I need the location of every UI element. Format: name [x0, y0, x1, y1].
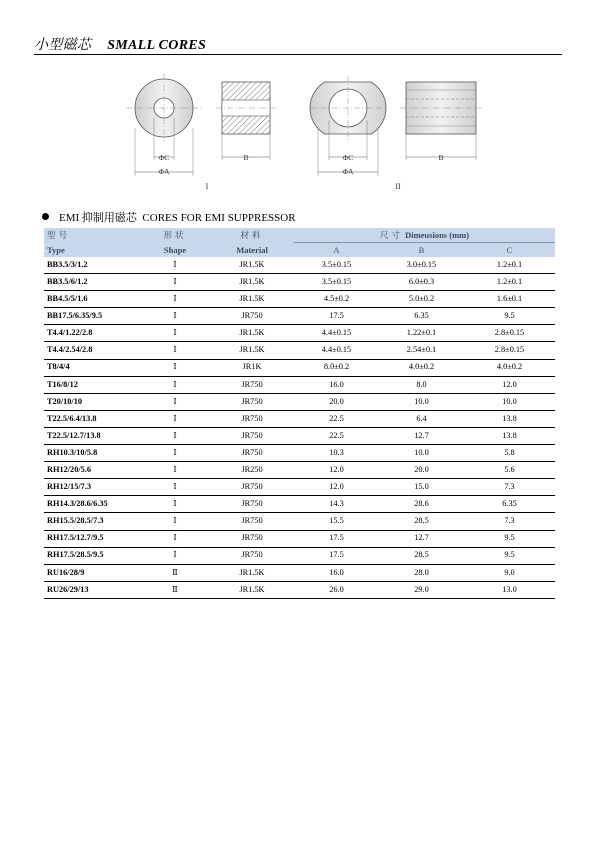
fig2-dim-c: ΦC — [342, 153, 354, 162]
cell-type: BB17.5/6.35/9.5 — [44, 308, 140, 325]
page-title — [34, 34, 562, 54]
emi-cores-table — [44, 228, 555, 599]
header-shape-cn: 形状 — [140, 228, 210, 243]
cell-c: 2.8±0.15 — [464, 342, 555, 359]
cell-shape: Ⅰ — [140, 445, 210, 462]
cell-c: 2.8±0.15 — [464, 325, 555, 342]
header-dimensions-cn: 尺寸 — [379, 229, 403, 240]
cell-c: 9.0 — [464, 564, 555, 581]
cell-type: RH14.3/28.6/6.35 — [44, 496, 140, 513]
cell-type: T4.4/2.54/2.8 — [44, 342, 140, 359]
header-dimensions-en: Dimeusions (mm) — [405, 229, 470, 240]
table-row — [44, 496, 555, 513]
page-title-en: SMALL CORES — [107, 38, 207, 53]
fig2-label: II — [395, 182, 401, 191]
header-rule — [34, 54, 562, 55]
cell-shape: Ⅰ — [140, 274, 210, 291]
table-row — [44, 462, 555, 479]
fig1-side-view — [216, 82, 276, 160]
cell-c: 13.0 — [464, 581, 555, 598]
cell-c: 9.5 — [464, 547, 555, 564]
cell-b: 3.0±0.15 — [379, 257, 464, 274]
cell-a: 8.0±0.2 — [294, 359, 379, 376]
cell-b: 10.0 — [379, 393, 464, 410]
cell-type: T22.5/6.4/13.8 — [44, 410, 140, 427]
cell-shape: Ⅰ — [140, 462, 210, 479]
fig2-dim-a: ΦA — [342, 167, 354, 176]
cell-b: 8.0 — [379, 376, 464, 393]
cell-b: 6.35 — [379, 308, 464, 325]
cell-c: 9.5 — [464, 308, 555, 325]
table-row — [44, 393, 555, 410]
cell-type: RU26/29/13 — [44, 581, 140, 598]
page-title-cn: 小型磁芯 — [34, 38, 92, 53]
table-header-cn-row — [44, 228, 555, 243]
cell-material: JR750 — [210, 410, 294, 427]
table-row — [44, 445, 555, 462]
cell-b: 6.0±0.3 — [379, 274, 464, 291]
cell-c: 12.0 — [464, 376, 555, 393]
fig2-dim-b: B — [438, 153, 444, 162]
cell-shape: Ⅰ — [140, 530, 210, 547]
table-row — [44, 564, 555, 581]
table-row — [44, 547, 555, 564]
cell-b: 6.4 — [379, 410, 464, 427]
cell-material: JR750 — [210, 393, 294, 410]
cell-material: JR1.5K — [210, 564, 294, 581]
cell-material: JR1.5K — [210, 257, 294, 274]
table-row — [44, 359, 555, 376]
cell-type: BB3.5/6/1.2 — [44, 274, 140, 291]
table-row — [44, 291, 555, 308]
cell-material: JR750 — [210, 479, 294, 496]
cell-type: T22.5/12.7/13.8 — [44, 427, 140, 444]
cell-c: 5.8 — [464, 445, 555, 462]
table-row — [44, 376, 555, 393]
cell-b: 28.0 — [379, 564, 464, 581]
cell-b: 28.5 — [379, 547, 464, 564]
cell-shape: Ⅱ — [140, 564, 210, 581]
cell-c: 1.6±0.1 — [464, 291, 555, 308]
cell-a: 17.5 — [294, 530, 379, 547]
cell-shape: Ⅰ — [140, 410, 210, 427]
cell-shape: Ⅰ — [140, 325, 210, 342]
table-row — [44, 274, 555, 291]
cell-material: JR1.5K — [210, 274, 294, 291]
cell-material: JR750 — [210, 427, 294, 444]
header-shape: Shape — [140, 243, 210, 258]
cell-c: 7.3 — [464, 479, 555, 496]
fig1-dim-c: ΦC — [158, 153, 170, 162]
cell-a: 20.0 — [294, 393, 379, 410]
table-row — [44, 308, 555, 325]
cell-shape: Ⅰ — [140, 547, 210, 564]
cell-a: 4.4±0.15 — [294, 342, 379, 359]
cell-material: JR750 — [210, 376, 294, 393]
cell-shape: Ⅰ — [140, 496, 210, 513]
cell-c: 5.6 — [464, 462, 555, 479]
cell-material: JR750 — [210, 308, 294, 325]
cell-b: 1.22±0.1 — [379, 325, 464, 342]
cell-b: 15.0 — [379, 479, 464, 496]
cell-shape: Ⅰ — [140, 479, 210, 496]
cell-c: 13.8 — [464, 410, 555, 427]
fig1-dim-a: ΦA — [158, 167, 170, 176]
cell-a: 12.0 — [294, 479, 379, 496]
table-row — [44, 530, 555, 547]
cell-type: RH17.5/12.7/9.5 — [44, 530, 140, 547]
header-b: B — [379, 243, 464, 258]
core-drawings — [112, 68, 492, 198]
cell-c: 1.2±0.1 — [464, 257, 555, 274]
cell-a: 3.5±0.15 — [294, 257, 379, 274]
cell-material: JR1.5K — [210, 342, 294, 359]
cell-c: 13.8 — [464, 427, 555, 444]
cell-type: T8/4/4 — [44, 359, 140, 376]
table-row — [44, 479, 555, 496]
cell-a: 10.3 — [294, 445, 379, 462]
cell-shape: Ⅰ — [140, 427, 210, 444]
header-c: C — [464, 243, 555, 258]
header-a: A — [294, 243, 379, 258]
cell-material: JR750 — [210, 496, 294, 513]
cell-c: 10.0 — [464, 393, 555, 410]
cell-type: T16/8/12 — [44, 376, 140, 393]
fig2-side-view — [400, 82, 482, 160]
table-row — [44, 513, 555, 530]
cell-shape: Ⅰ — [140, 257, 210, 274]
cell-b: 28.6 — [379, 496, 464, 513]
cell-type: RU16/28/9 — [44, 564, 140, 581]
cell-type: RH12/20/5.6 — [44, 462, 140, 479]
cell-c: 7.3 — [464, 513, 555, 530]
cell-material: JR750 — [210, 530, 294, 547]
table-row — [44, 342, 555, 359]
cell-b: 12.7 — [379, 427, 464, 444]
cell-b: 20.0 — [379, 462, 464, 479]
page-header — [34, 34, 562, 54]
cell-a: 15.5 — [294, 513, 379, 530]
cell-a: 12.0 — [294, 462, 379, 479]
cell-shape: Ⅰ — [140, 376, 210, 393]
section-title-en: CORES FOR EMI SUPPRESSOR — [142, 212, 296, 224]
cell-material: JR750 — [210, 513, 294, 530]
cell-a: 22.5 — [294, 410, 379, 427]
cell-c: 4.0±0.2 — [464, 359, 555, 376]
cell-shape: Ⅰ — [140, 291, 210, 308]
cell-material: JR1.5K — [210, 325, 294, 342]
cell-a: 22.5 — [294, 427, 379, 444]
cell-a: 4.4±0.15 — [294, 325, 379, 342]
cell-material: JR250 — [210, 462, 294, 479]
cell-shape: Ⅰ — [140, 342, 210, 359]
cell-material: JR750 — [210, 445, 294, 462]
header-material-cn: 材料 — [210, 228, 294, 243]
cell-shape: Ⅰ — [140, 359, 210, 376]
table-row — [44, 427, 555, 444]
header-material: Material — [210, 243, 294, 258]
cell-type: RH12/15/7.3 — [44, 479, 140, 496]
cell-type: RH10.3/10/5.8 — [44, 445, 140, 462]
cell-b: 5.0±0.2 — [379, 291, 464, 308]
cell-type: T4.4/1.22/2.8 — [44, 325, 140, 342]
cell-b: 4.0±0.2 — [379, 359, 464, 376]
cell-b: 28.5 — [379, 513, 464, 530]
cell-shape: Ⅰ — [140, 513, 210, 530]
cell-a: 26.0 — [294, 581, 379, 598]
table-row — [44, 325, 555, 342]
cell-a: 16.0 — [294, 376, 379, 393]
cell-material: JR1.5K — [210, 291, 294, 308]
cell-material: JR1K — [210, 359, 294, 376]
cell-c: 6.35 — [464, 496, 555, 513]
cell-c: 1.2±0.1 — [464, 274, 555, 291]
cell-a: 17.5 — [294, 308, 379, 325]
section-title-cn: EMI 抑制用磁芯 — [59, 212, 137, 224]
table-header-en-row — [44, 243, 555, 258]
cell-b: 2.54±0.1 — [379, 342, 464, 359]
cell-shape: Ⅱ — [140, 581, 210, 598]
cell-a: 16.0 — [294, 564, 379, 581]
cell-material: JR1.5K — [210, 581, 294, 598]
cell-a: 14.3 — [294, 496, 379, 513]
cell-b: 12.7 — [379, 530, 464, 547]
cell-a: 4.5±0.2 — [294, 291, 379, 308]
cell-type: BB3.5/3/1.2 — [44, 257, 140, 274]
fig1-label: I — [205, 182, 209, 191]
cell-c: 9.5 — [464, 530, 555, 547]
cell-type: T20/10/10 — [44, 393, 140, 410]
cell-type: BB4.5/5/1.6 — [44, 291, 140, 308]
fig1-dim-b: B — [243, 153, 249, 162]
cell-shape: Ⅰ — [140, 393, 210, 410]
cell-type: RH17.5/28.5/9.5 — [44, 547, 140, 564]
cell-b: 10.0 — [379, 445, 464, 462]
table-row — [44, 581, 555, 598]
cell-b: 29.0 — [379, 581, 464, 598]
table-row — [44, 410, 555, 427]
cell-material: JR750 — [210, 547, 294, 564]
table-row — [44, 257, 555, 274]
cell-a: 17.5 — [294, 547, 379, 564]
cell-type: RH15.5/28.5/7.3 — [44, 513, 140, 530]
section-title — [42, 209, 296, 225]
header-type-cn: 型号 — [44, 228, 140, 243]
header-dimensions — [294, 228, 555, 243]
header-type: Type — [44, 243, 140, 258]
bullet-icon — [42, 213, 49, 220]
cell-shape: Ⅰ — [140, 308, 210, 325]
cell-a: 3.5±0.15 — [294, 274, 379, 291]
